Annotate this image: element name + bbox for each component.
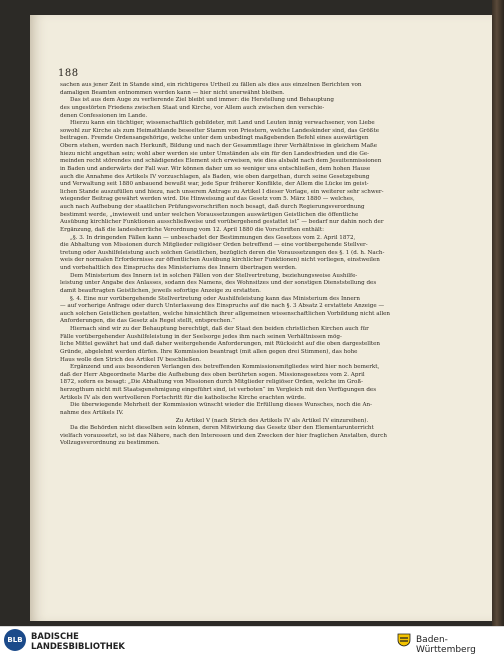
text-line: damaligen Beamten entnommen werden kann — hier nicht unerwähnt bleiben.	[60, 89, 285, 96]
text-line: Haus wolle den Strich des Artikel IV beschließen.	[60, 356, 202, 363]
text-line: wiegender Beitrag gewährt werden wird. Die Hinweisung auf das Gesetz vom 5. März 1880 — welches,	[60, 196, 355, 203]
text-line: daß der Herr Abgeordnete Marbe die Aufhebung des oben berührten sogen. Missionsgesetzes vom 2. April	[60, 371, 365, 378]
text-line: Hiernach sind wir zu der Behauptung berechtigt, daß der Staat den beiden christlichen Kirchen auch für	[70, 326, 369, 332]
text-line: Dem Ministerium des Innern ist in solchen Fällen von der Stellvertretung, beziehungsweise Aushilfe-	[70, 272, 358, 279]
text-line: leistung unter Angabe des Anlasses, sodann des Namens, des Wohnsitzes und der sonstigen Dienststellung des	[60, 280, 377, 287]
text-line: auch solchen Geistlichen gestatten, welche hinsichtlich ihrer allgemeinen wissenschaftlichen Vorbildung nicht allen	[60, 310, 391, 317]
text-line: damit beauftragten Geistlichen, jeweils sofortige Anzeige zu erstatten.	[60, 287, 261, 294]
library-name[interactable]	[31, 631, 125, 651]
text-line: liche Mittel gewährt hat und daß daher weitergehende Anforderungen, mit Rücksicht auf die oben dargestellten	[60, 341, 381, 348]
book-edge	[492, 0, 504, 626]
page-text	[60, 82, 484, 448]
state-coat-of-arms-icon	[396, 633, 412, 647]
text-line: Ergänzend und aus besonderen Verlangen des betreffenden Kommissionsmitgliedes wird hier noch bemerkt,	[70, 364, 380, 371]
text-line: meinden recht störendes und schädigendes Element sich erweisen, wie dies alsbald nach dem Jesuitenmissionen	[60, 158, 382, 165]
blb-logo-icon[interactable]: BLB	[4, 629, 26, 651]
text-line: „§. 3. In dringenden Fällen kann — unbeschadet der Bestimmungen des Gesetzes vom 2. April 1872,	[70, 234, 356, 241]
text-line: in Baden und anderwärts der Fall war. Wir können daher um so weniger uns entschließen, dem hohen Hause	[60, 165, 371, 172]
text-line: denen Confessionen im Lande.	[60, 112, 148, 119]
library-name-line2: LANDESBIBLIOTHEK	[31, 641, 125, 651]
text-line: Die überwiegende Mehrheit der Kommission wünscht wieder die Erfüllung dieses Wunsches, noch die An-	[70, 402, 372, 409]
text-line: Ergänzung, daß die landesherrliche Verordnung vom 12. April 1880 die Vorschriften enthält:	[60, 226, 324, 233]
state-name[interactable]: Baden-Württemberg	[416, 635, 476, 655]
text-line: Zu Artikel V (nach Strich des Artikels IV als Artikel IV einzureihen).	[175, 417, 369, 424]
text-line: Fälle vorübergehender Aushilfeleistung in der Seelsorge jedes ihm nach seinen Verhältnissen mög-	[60, 333, 342, 340]
text-line: auch nach Aufhebung der staatlichen Prüfungsvorschriften noch besagt, daß durch Regierungsverordnung	[60, 204, 365, 210]
page-number: 188	[58, 68, 79, 79]
text-line: vielfach voraussetzt, so ist das Nähere, nach den Interessen und den Zwecken der hier fraglichen Anstalten, durch	[60, 432, 388, 439]
text-line: und Verwaltung seit 1880 anbauend bewußt war, jede Spur früherer Konflikte, der Allem die Lücke im geist-	[60, 181, 369, 188]
text-line: Hierzu kann ein tüchtiger, wissenschaftlich gebildeter, mit Land und Leuten innig verwachsener, von Liebe	[70, 120, 375, 127]
text-line: 1872, sofern es besagt: „Die Abhaltung von Missionen durch Mitglieder religiöser Orden, welche im Groß-	[60, 379, 363, 386]
text-line: beitragen. Fremde Ordensangehörige, welche unter dem unbedingt maßgebenden Befehl eines auswärtigen	[60, 135, 369, 142]
text-line: herzogthum nicht mit Staatsgenehmigung eingeführt sind, ist verboten“ im Vergleich mit den Verfügungen des	[60, 387, 377, 393]
text-line: bestimmt werde, „inwieweit und unter welchen Voraussetzungen auswärtigen Geistlichen die öffentliche	[60, 211, 359, 218]
library-name-line1: BADISCHE	[31, 631, 79, 641]
text-line: auch die Annahme des Artikels IV vorzuschlagen, als Baden, wie oben dargethan, durch seine Gesetzgebung	[60, 173, 370, 180]
text-line: Da die Behörden nicht dieselben sein können, deren Mitwirkung das Gesetz über den Elementarunterricht	[70, 425, 374, 432]
text-line: — auf vorherige Anfrage oder durch Unterlassung des Einspruchs auf die nach §. 3 Absatz 2 erstattete Anzeige —	[60, 303, 385, 310]
text-line: Artikels IV als den wertvolleren Fortschritt für die katholische Kirche erachten würde.	[60, 394, 306, 401]
text-line: Obern stehen, werden nach Herkunft, Bildung und nach der Gesammtlage ihrer Verhältnisse in gleichem Maße	[60, 143, 378, 149]
text-line: Gründe, abgelehnt werden dürfen. Ihre Kommission beantragt (mit allen gegen drei Stimmen), das hohe	[60, 348, 358, 355]
text-line: lichen Stande auszufüllen und hiezu, nach unserem Antrage zu Artikel I dieser Vorlage, ein weiterer sehr schwer-	[60, 188, 384, 195]
text-line: nahme des Artikels IV.	[60, 409, 124, 416]
text-line: tretung oder Aushilfeleistung auch solchen Geistlichen, bezüglich deren die Voraussetzungen des §. 1 (d. h. Nach-	[60, 249, 385, 256]
text-line: Das ist aus dem Auge zu verlierende Ziel bleibt und immer: die Herstellung und Behauptung	[70, 97, 334, 104]
text-line: Vollzugsverordnung zu bestimmen.	[60, 440, 160, 447]
text-line: §. 4. Eine nur vorübergehende Stellvertretung oder Aushilfeleistung kann das Ministerium des Innern	[70, 295, 360, 302]
text-line: sachen aus jener Zeit in Stande sind, ein richtigeres Urtheil zu fällen als dies aus einzelnen Berichten von	[60, 82, 362, 88]
text-line: Ausübung kirchlicher Funktionen ausschließweise und vorübergehend gestattet ist“ — bedarf nur dahin noch der	[60, 219, 384, 226]
text-line: weis der normalen Erfordernisse zur öffentlichen Ausübung kirchlicher Funktionen) nicht vorliegen, einstweilen	[60, 257, 380, 264]
text-line: und vorbehaltlich des Einspruchs des Ministeriums des Innern übertragen werden.	[60, 265, 297, 271]
text-line: die Abhaltung von Missionen durch Mitglieder religiöser Orden betreffend — eine vorübergehende Stellver-	[60, 242, 368, 249]
text-line: Anforderungen, die das Gesetz als Regel stellt, entsprechen.“	[60, 318, 235, 325]
text-line: sowohl zur Kirche als zum Heimathlande beseelter Stamm von Priestern, welche Landeskinder sind, das Größte	[60, 127, 380, 134]
text-line: hiezu nicht angethan sein; wohl aber werden sie unter Umständen als ein für den Landesfrieden und die Ge-	[60, 150, 370, 157]
text-line: des ungestörten Friedens zwischen Staat und Kirche, vor Allem auch zwischen den verschie-	[60, 104, 325, 111]
